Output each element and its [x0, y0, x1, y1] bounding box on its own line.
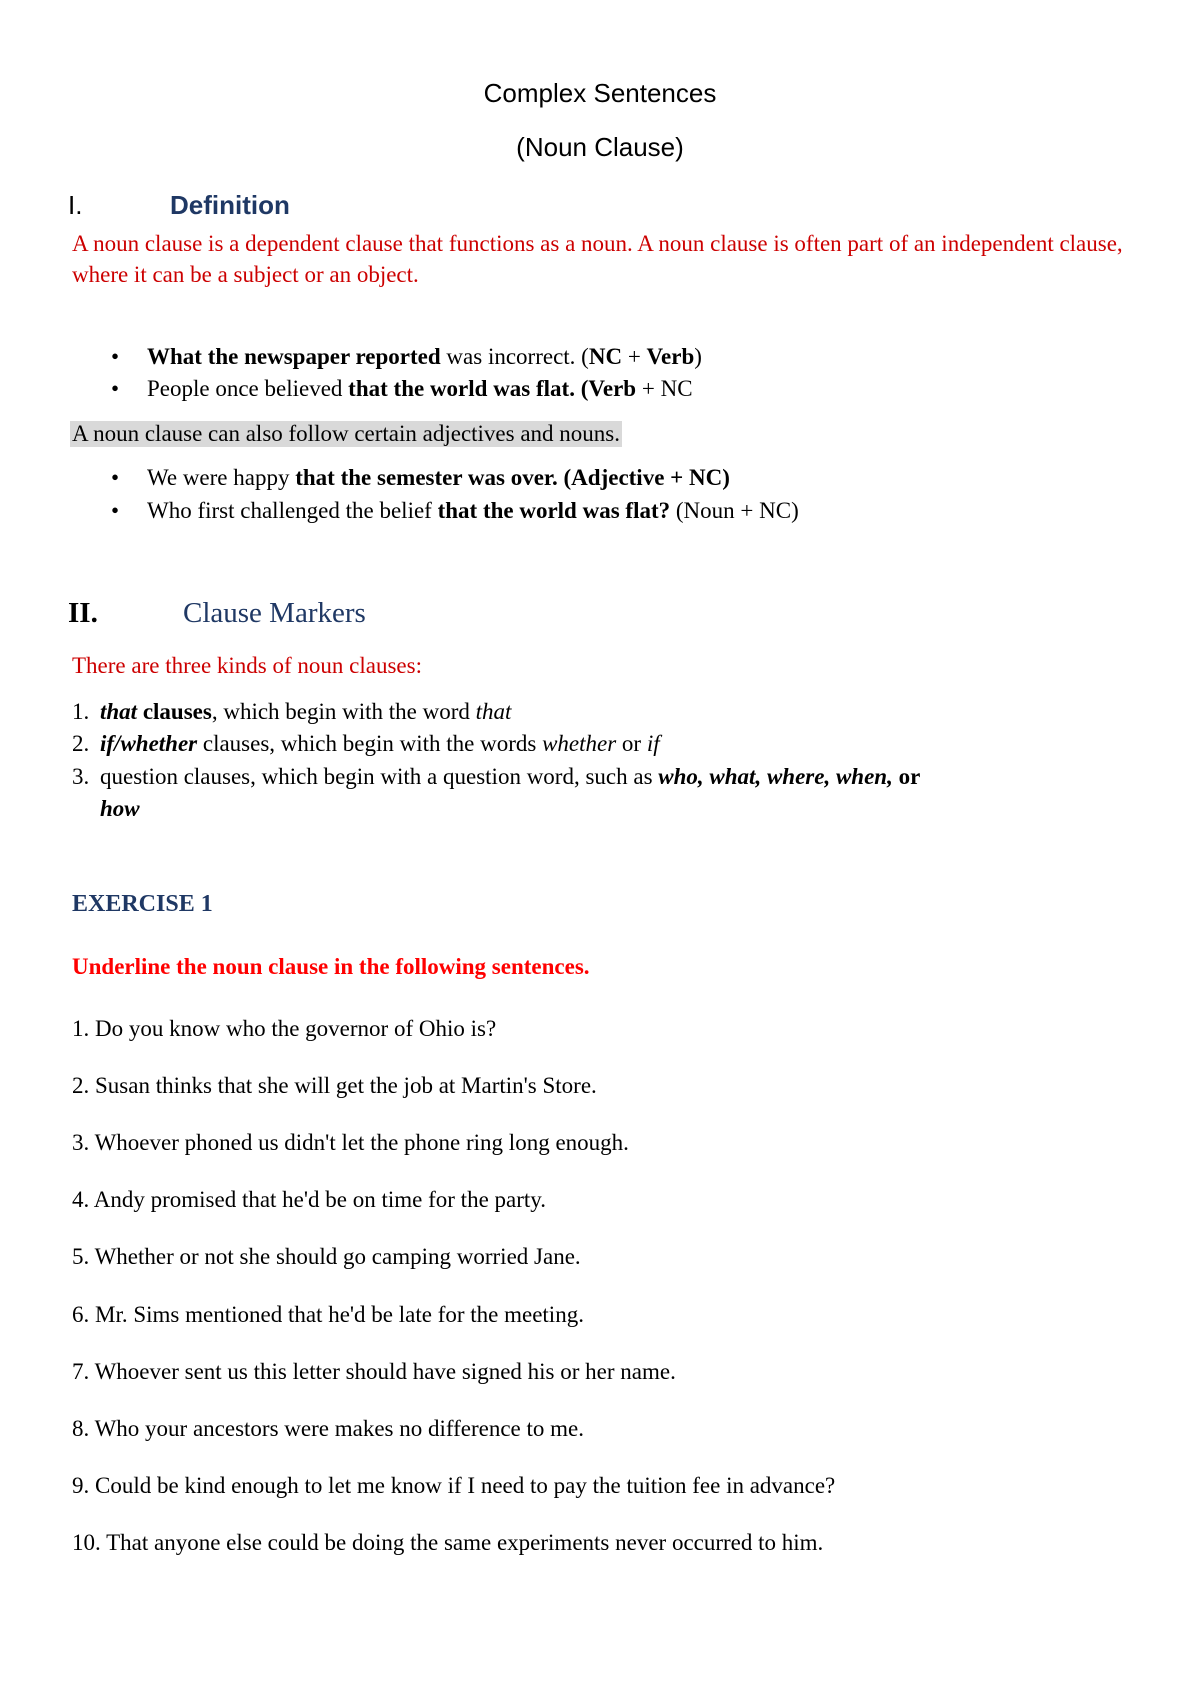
section-numeral: I. — [68, 190, 83, 220]
marker-word: how — [100, 796, 140, 821]
bullet-dot-icon: • — [111, 465, 120, 490]
section-heading-definition — [68, 190, 290, 221]
bullet-item — [111, 344, 702, 370]
bullet-dot-icon: • — [111, 498, 120, 523]
kinds-intro: There are three kinds of noun clauses: — [72, 653, 422, 678]
bullet-dot-icon: • — [111, 376, 120, 401]
marker-word: who, what, where, when, — [658, 764, 893, 789]
list-item-continuation — [100, 796, 140, 822]
exercise-sentence: 10. That anyone else could be doing the same experiments never occurred to him. — [72, 1530, 824, 1555]
noun-clause-text: that the world was flat? — [437, 498, 671, 523]
section-heading-clause-markers — [68, 597, 366, 630]
list-text: or — [892, 764, 921, 789]
list-text: or — [616, 731, 647, 756]
list-item — [72, 731, 660, 757]
list-number: 2. — [72, 731, 90, 756]
marker-word: if/whether — [100, 731, 198, 756]
exercise-sentence: 1. Do you know who the governor of Ohio is? — [72, 1016, 497, 1041]
marker-word: that — [100, 699, 138, 724]
exercise-sentence: 2. Susan thinks that she will get the job at Martin's Store. — [72, 1073, 597, 1098]
page-title: Complex Sentences — [483, 78, 717, 108]
list-number: 3. — [72, 764, 90, 789]
bullet-text: was incorrect. ( — [440, 344, 589, 369]
noun-clause-text: What the newspaper reported — [147, 344, 441, 369]
list-text: clauses, which begin with the words — [197, 731, 543, 756]
bullet-label: (Noun + NC) — [670, 498, 799, 523]
exercise-sentence: 9. Could be kind enough to let me know if I need to pay the tuition fee in advance? — [72, 1473, 836, 1498]
exercise-instruction: Underline the noun clause in the following sentences. — [72, 954, 590, 979]
list-text: question clauses, which begin with a question word, such as — [100, 764, 659, 789]
exercise-title: EXERCISE 1 — [72, 891, 213, 917]
section-title: Definition — [170, 190, 290, 220]
bullet-label: Verb — [646, 344, 695, 369]
bullet-text: + — [622, 344, 647, 369]
bullet-dot-icon: • — [111, 344, 120, 369]
list-item — [72, 764, 920, 790]
bullet-text: People once believed — [147, 376, 349, 401]
bullet-text: + NC — [636, 376, 693, 401]
bullet-label: Verb — [588, 376, 637, 401]
exercise-sentence: 3. Whoever phoned us didn't let the phone ring long enough. — [72, 1130, 629, 1155]
bullet-item — [111, 465, 730, 491]
list-number: 1. — [72, 699, 90, 724]
marker-word: if — [646, 731, 660, 756]
bullet-text: We were happy — [147, 465, 296, 490]
bullet-text: Who first challenged the belief — [147, 498, 438, 523]
marker-word: whether — [542, 731, 617, 756]
bullet-text: ( — [574, 376, 589, 401]
marker-word: that — [475, 699, 512, 724]
bullet-label: NC — [588, 344, 623, 369]
list-text: clauses — [137, 699, 212, 724]
noun-clause-text: that the semester was over. — [295, 465, 558, 490]
exercise-sentence: 5. Whether or not she should go camping worried Jane. — [72, 1244, 581, 1269]
exercise-sentence: 6. Mr. Sims mentioned that he'd be late for the meeting. — [72, 1302, 584, 1327]
section-numeral: II. — [68, 597, 98, 629]
exercise-sentence: 4. Andy promised that he'd be on time for the party. — [72, 1187, 547, 1212]
exercise-sentence: 7. Whoever sent us this letter should have signed his or her name. — [72, 1359, 676, 1384]
bullet-text: ) — [694, 344, 702, 369]
definition-paragraph: A noun clause is a dependent clause that functions as a noun. A noun clause is often part of an independent clause, where it can be a subject or an object. — [72, 231, 1123, 287]
section-title: Clause Markers — [183, 597, 366, 629]
exercise-sentence: 8. Who your ancestors were makes no difference to me. — [72, 1416, 584, 1441]
noun-clause-text: that the world was flat. — [348, 376, 575, 401]
highlighted-note: A noun clause can also follow certain adjectives and nouns. — [72, 421, 621, 446]
bullet-item — [111, 376, 693, 402]
page-subtitle: (Noun Clause) — [516, 132, 684, 162]
list-item — [72, 699, 511, 725]
list-text: , which begin with the word — [211, 699, 476, 724]
bullet-item — [111, 498, 799, 524]
bullet-label: (Adjective + NC) — [557, 465, 730, 490]
